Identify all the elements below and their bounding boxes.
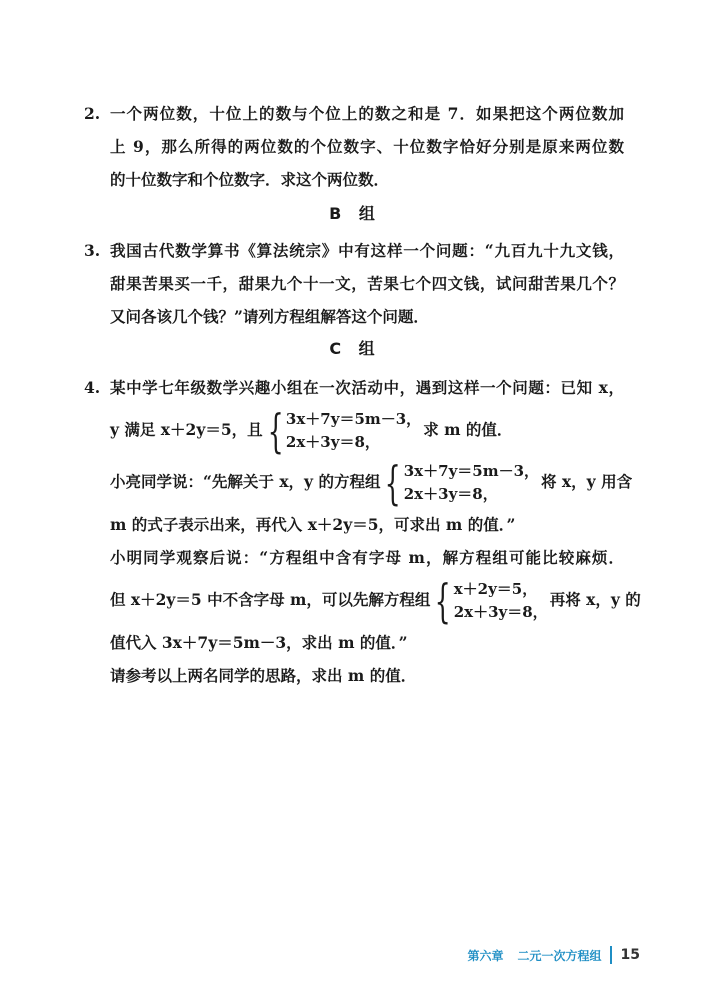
equation: 3x＋7y＝5m－3， (403, 462, 540, 480)
equation: 2x＋3y＝8， (285, 433, 380, 451)
footer-divider (610, 946, 612, 964)
problem-text-line: 上 9，那么所得的两位数的个位数字、十位数字恰好分别是原来两位数 (110, 137, 624, 156)
equation: 3x＋7y＝5m－3， (285, 410, 422, 428)
problem-2 (84, 97, 624, 196)
equation-system-1 (265, 404, 422, 458)
group-c-heading: C 组 (329, 339, 381, 358)
problem-4 (84, 371, 641, 692)
problem-text-line: 值代入 3x＋7y＝5m－3，求出 m 的值．” (110, 633, 408, 652)
problem-number: 4. (84, 378, 101, 397)
problem-text-line: 我国古代数学算书《算法统宗》中有这样一个问题：“九百九十九文钱， (110, 241, 624, 260)
problem-text-line: 一个两位数，十位上的数与个位上的数之和是 7．如果把这个两位数加 (110, 104, 624, 123)
footer-chapter-title: 二元一次方程组 (517, 948, 602, 963)
problem-text: 将 x，y 用含 (541, 472, 633, 491)
page-number: 15 (620, 947, 640, 963)
problem-3 (84, 234, 624, 333)
problem-text: 但 x＋2y＝5 中不含字母 m，可以先解方程组 (110, 590, 431, 609)
problem-text: 求 m 的值． (423, 420, 513, 439)
problem-text-line: 甜果苦果买一千，甜果九个十一文，苦果七个四文钱，试问甜苦果几个？ (110, 274, 624, 293)
left-brace-icon: { (385, 456, 402, 510)
page-footer (467, 943, 640, 967)
problem-text-line: 请参考以上两名同学的思路，求出 m 的值． (110, 666, 417, 685)
equation: x＋2y＝5， (453, 580, 538, 598)
problem-text-line-with-system (84, 404, 624, 456)
problem-text-line-with-system (84, 574, 641, 628)
problem-text: 小亮同学说：“先解关于 x，y 的方程组 (110, 472, 381, 491)
problem-text-line: 又问各该几个钱？”请列方程组解答这个问题． (110, 307, 429, 326)
problem-text-line: m 的式子表示出来，再代入 x＋2y＝5，可求出 m 的值．” (110, 515, 516, 534)
footer-chapter: 第六章 (467, 948, 504, 963)
left-brace-icon: { (267, 404, 284, 458)
equation-system-3 (432, 574, 548, 628)
problem-number: 2. (84, 104, 101, 123)
equation: 2x＋3y＝8， (453, 603, 548, 621)
problem-text-line: 某中学七年级数学兴趣小组在一次活动中，遇到这样一个问题：已知 x， (110, 378, 624, 397)
problem-text-line: 小明同学观察后说：“方程组中含有字母 m，解方程组可能比较麻烦． (110, 548, 624, 567)
problem-number: 3. (84, 241, 101, 260)
equation: 2x＋3y＝8， (403, 485, 498, 503)
problem-text-line: 的十位数字和个位数字．求这个两位数． (110, 170, 390, 189)
problem-text-line-with-system (84, 456, 633, 510)
problem-text: 再将 x，y 的 (549, 590, 641, 609)
left-brace-icon: { (435, 574, 452, 628)
group-b-heading: B 组 (329, 204, 381, 223)
equation-system-2 (382, 456, 540, 510)
problem-text: y 满足 x＋2y＝5，且 (110, 420, 263, 439)
